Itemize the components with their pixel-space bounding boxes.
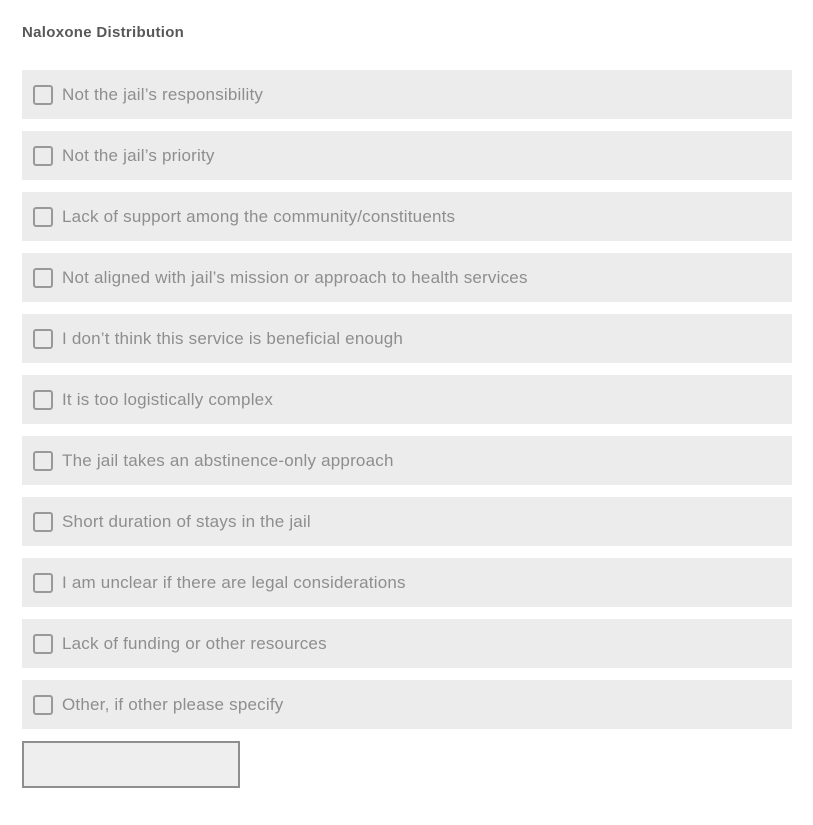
checkbox-option-label: I am unclear if there are legal considerations [62,572,406,592]
checkbox-option-row[interactable] [22,436,792,485]
checkbox[interactable] [33,329,53,349]
other-specify-input[interactable] [22,741,240,788]
checkbox-option-label: I don’t think this service is beneficial enough [62,328,404,348]
checkbox-option-label: Lack of funding or other resources [62,633,327,653]
checkbox[interactable] [33,207,53,227]
checkbox[interactable] [33,390,53,410]
checkbox-option-row[interactable] [22,314,792,363]
checkbox-option-row[interactable] [22,375,792,424]
checkbox[interactable] [33,85,53,105]
checkbox-option-list [22,70,792,729]
checkbox-option-label: The jail takes an abstinence-only approach [62,450,394,470]
checkbox[interactable] [33,512,53,532]
checkbox[interactable] [33,146,53,166]
checkbox-option-label: Not the jail’s priority [62,145,215,165]
checkbox-option-row[interactable] [22,131,792,180]
checkbox-option-row[interactable] [22,253,792,302]
checkbox-option-row[interactable] [22,558,792,607]
checkbox[interactable] [33,268,53,288]
checkbox-option-row[interactable] [22,619,792,668]
checkbox-option-label: Not aligned with jail’s mission or approach to health services [62,267,528,287]
checkbox-option-row[interactable] [22,192,792,241]
checkbox-option-label: Not the jail’s responsibility [62,84,264,104]
form-title: Naloxone Distribution [22,24,185,41]
checkbox-option-label: Short duration of stays in the jail [62,511,311,531]
checkbox[interactable] [33,695,53,715]
checkbox-option-row[interactable] [22,497,792,546]
checkbox[interactable] [33,634,53,654]
checkbox[interactable] [33,573,53,593]
checkbox-option-row[interactable] [22,680,792,729]
checkbox-option-label: It is too logistically complex [62,389,274,409]
checkbox-option-row[interactable] [22,70,792,119]
checkbox-option-label: Other, if other please specify [62,694,284,714]
checkbox-option-label: Lack of support among the community/constituents [62,206,456,226]
checkbox[interactable] [33,451,53,471]
